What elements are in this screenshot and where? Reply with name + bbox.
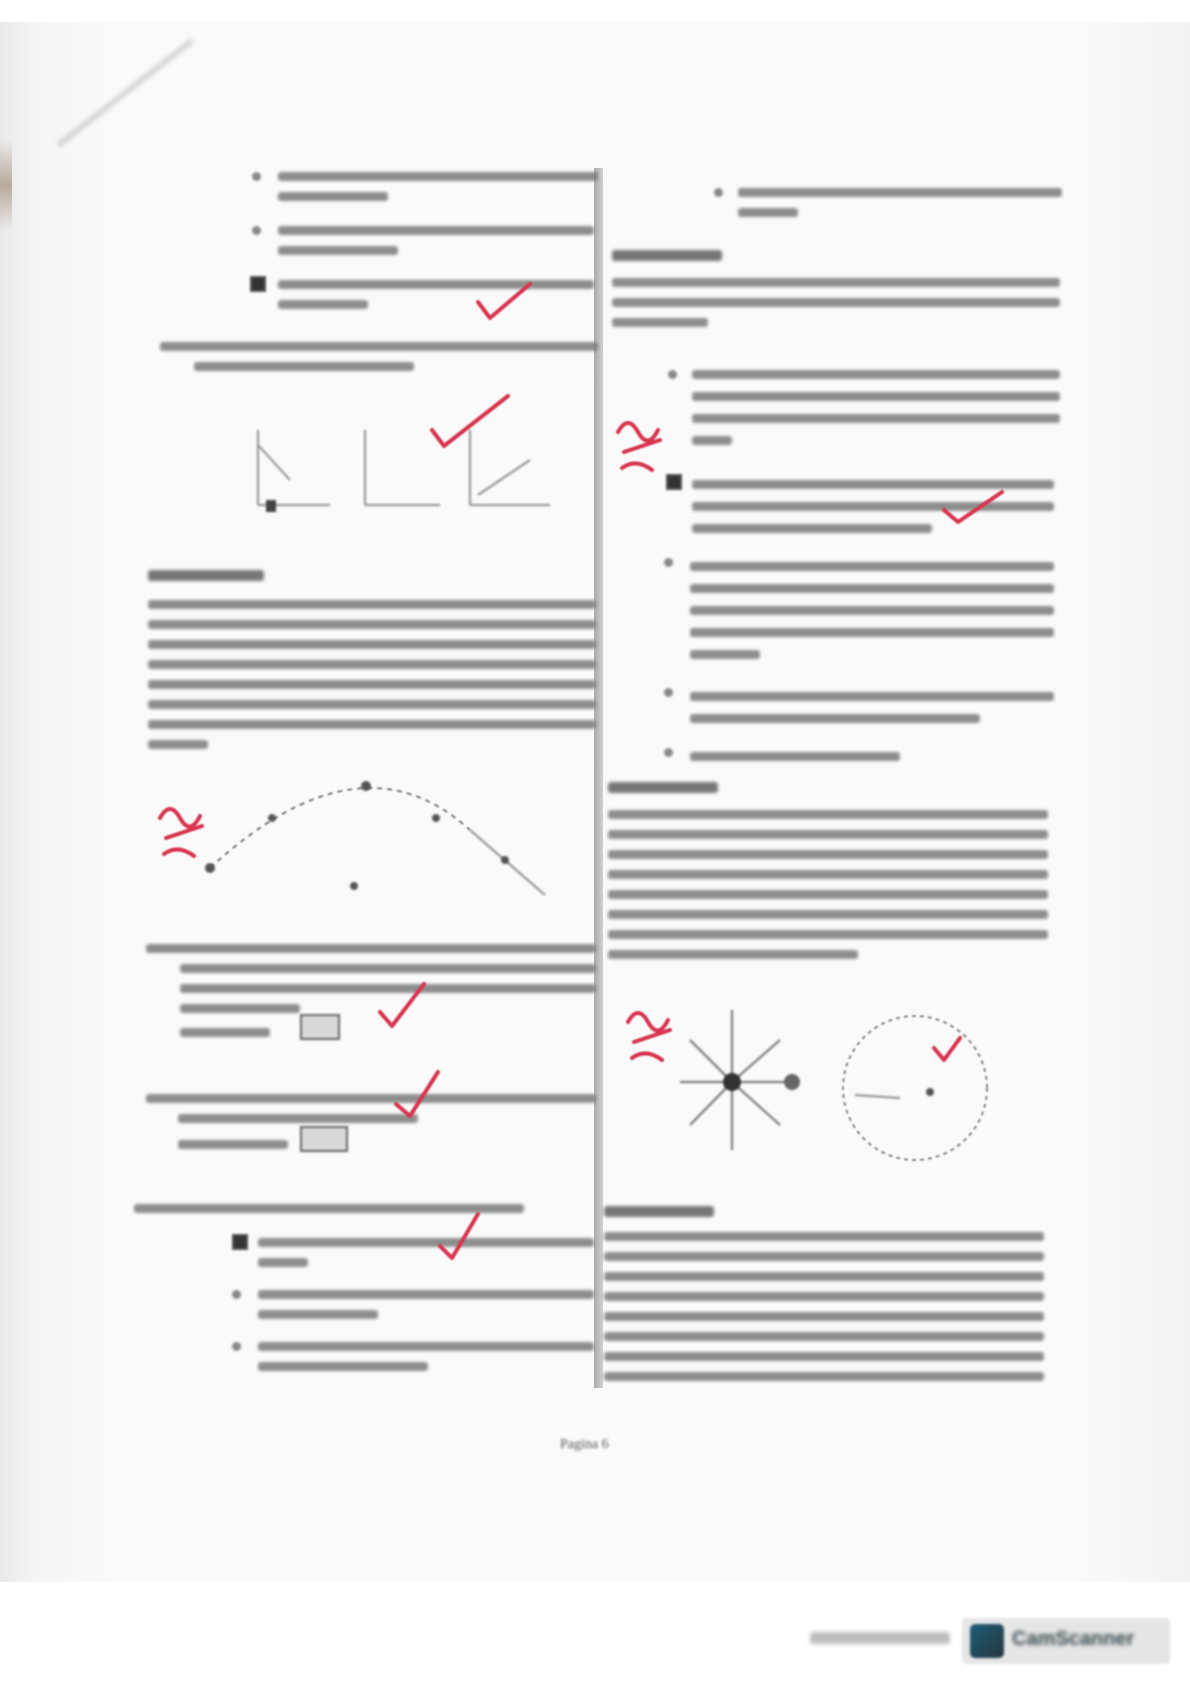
page-number: Pagina 6 [560,1437,609,1452]
camscanner-logo-icon [970,1624,1004,1658]
checkmark-icon [440,1214,478,1258]
powered-by-caption [810,1632,950,1644]
checkmark-icon [478,284,530,318]
score-mark-icon [618,423,660,470]
camscanner-wordmark: CamScanner [1012,1628,1135,1650]
score-mark-icon [160,809,202,856]
score-mark-icon [628,1013,670,1060]
checkmark-icon [944,492,1002,522]
checkmark-icon [396,1072,438,1116]
checkmark-icon [380,984,424,1026]
checkmark-icon [432,396,508,446]
checkmark-icon [934,1038,960,1060]
